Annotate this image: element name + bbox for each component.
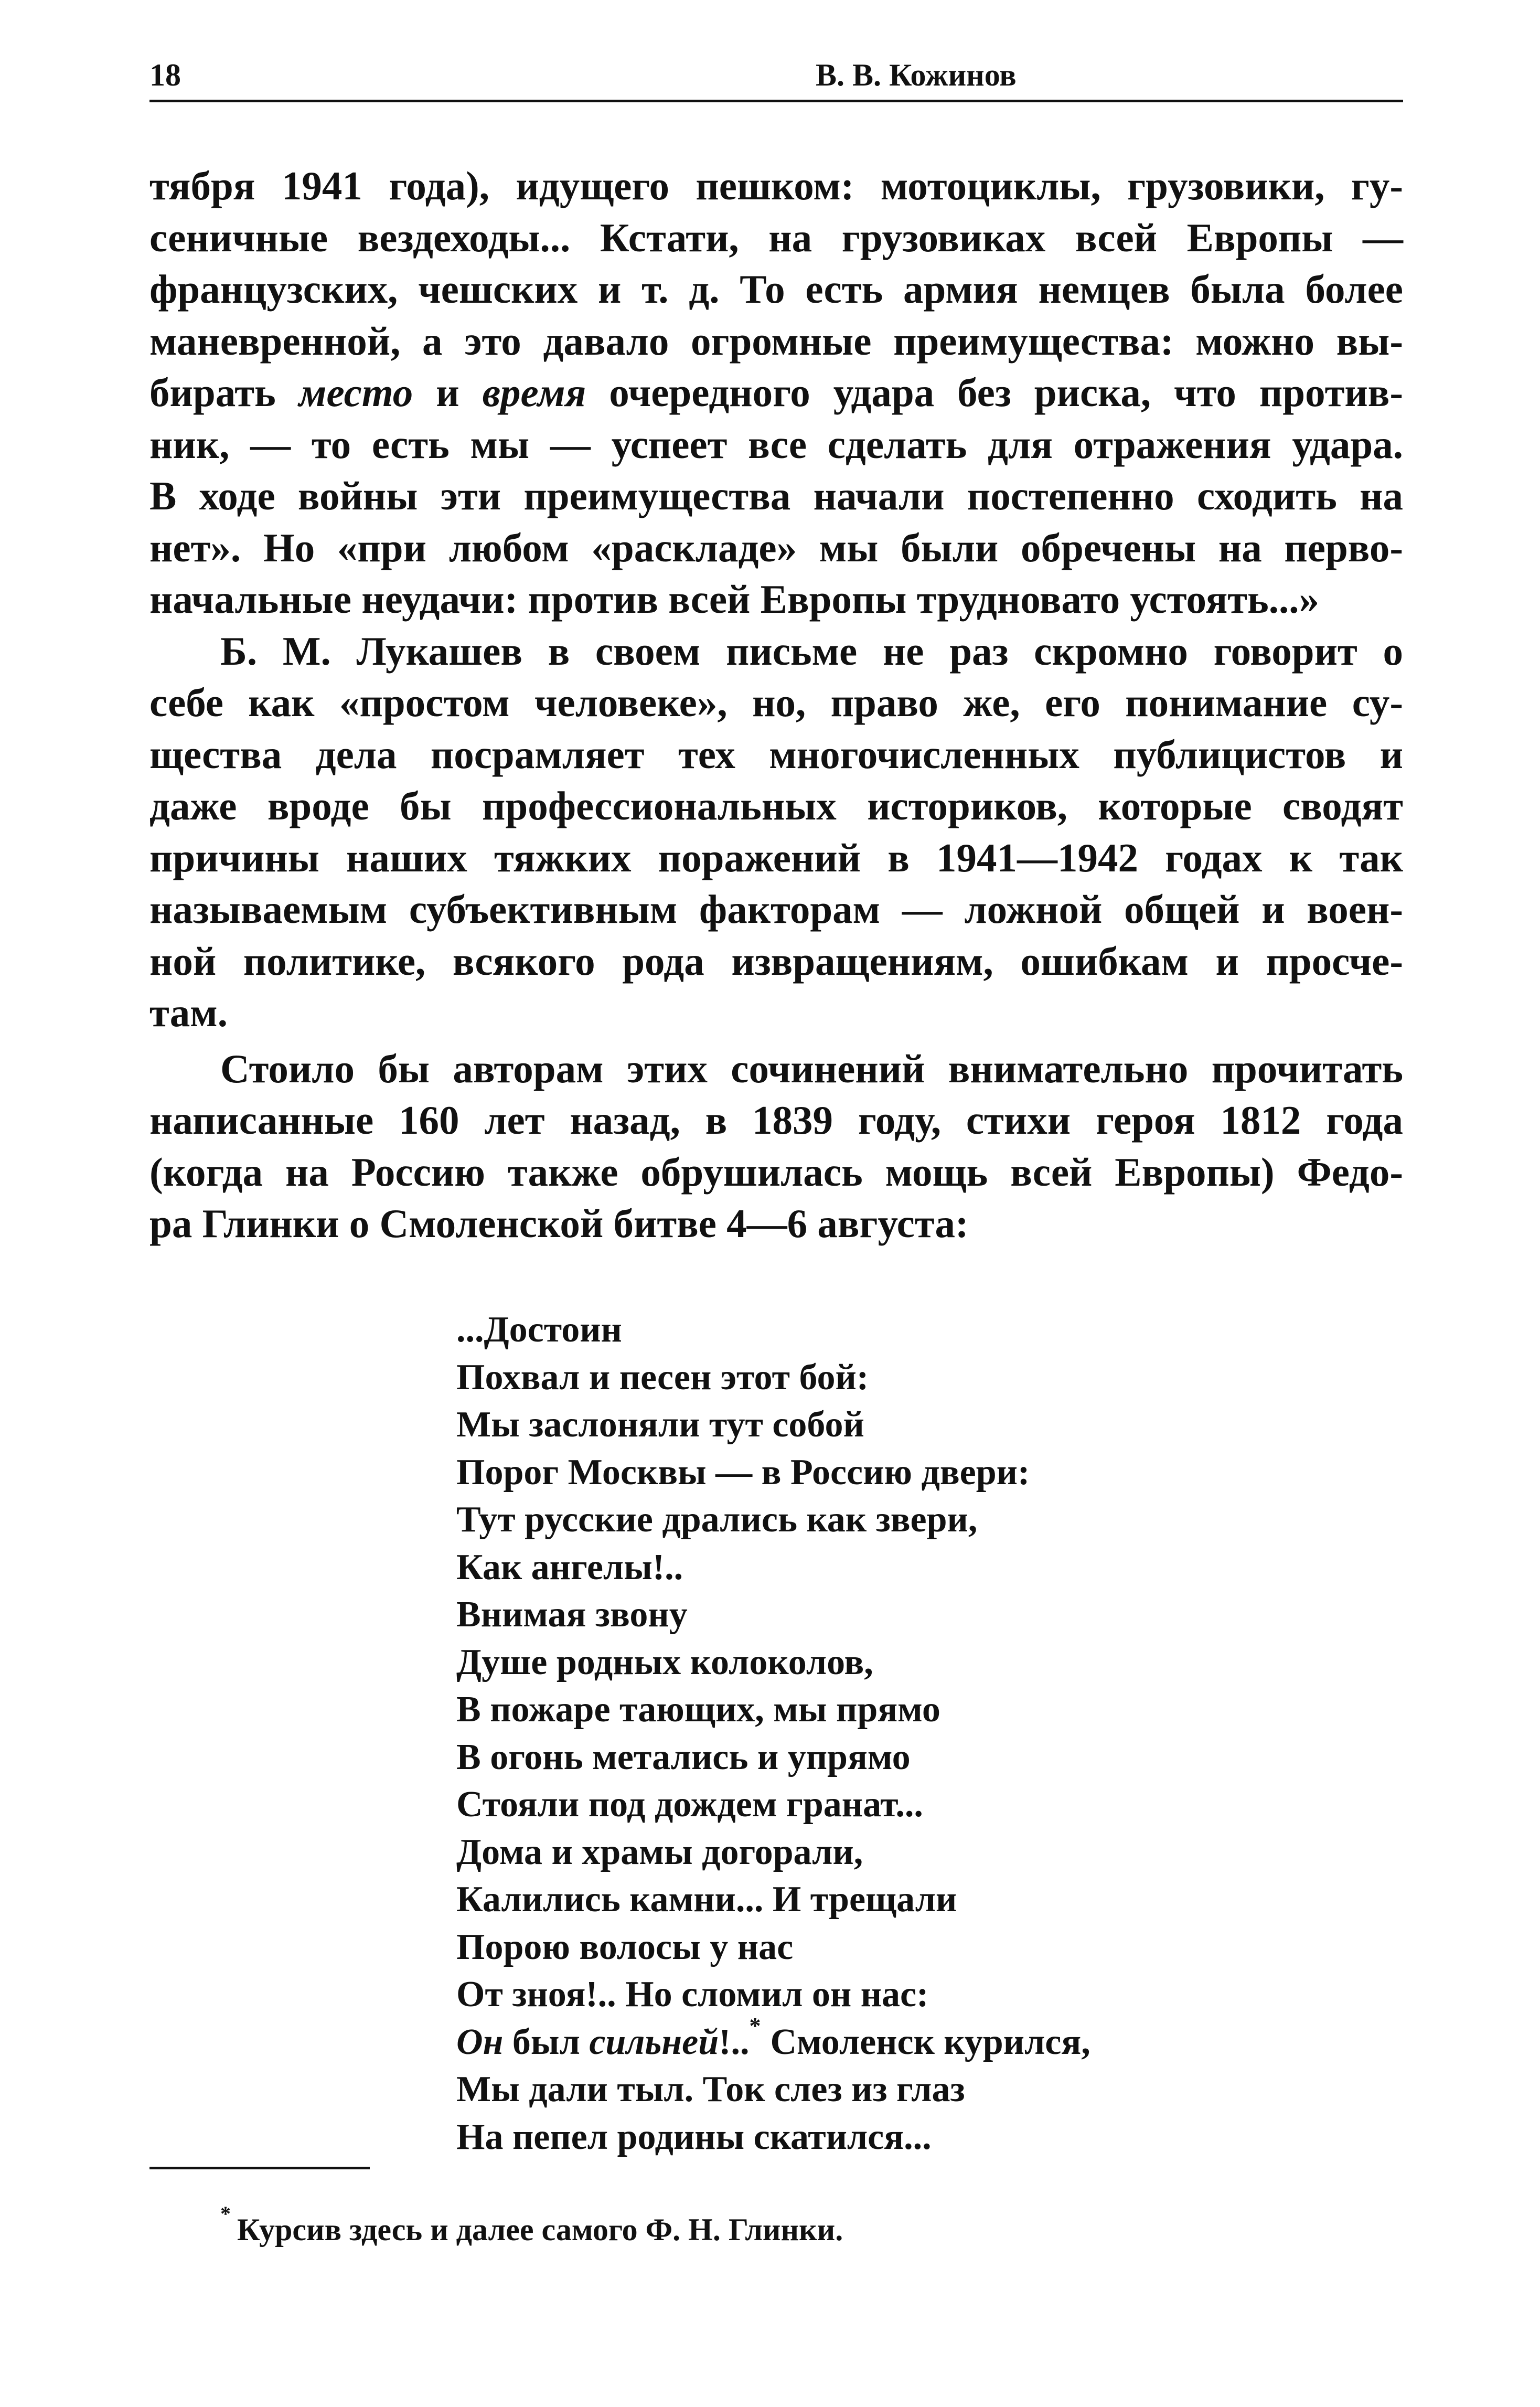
text-line: начальные неудачи: против всей Европы трудновато устоять...» (149, 577, 1320, 622)
poem-line: В пожаре тающих, мы прямо (456, 1689, 940, 1730)
italic-word-on: Он (456, 2021, 504, 2062)
footnote (220, 2202, 1164, 2251)
poem-line: ...Достоин (456, 1309, 622, 1350)
text-line-with-italics (149, 367, 1403, 419)
poem-line: В огонь метались и упрямо (456, 1737, 911, 1777)
footnote-rule (149, 2167, 370, 2169)
poem-line: Стояли под дождем гранат... (456, 1784, 923, 1825)
text-line: написанные 160 лет назад, в 1839 году, стихи героя 1812 года (149, 1098, 1403, 1143)
main-text (149, 160, 1403, 1250)
poem-line: Мы заслоняли тут собой (456, 1404, 864, 1445)
text-line: тября 1941 года), идущего пешком: мотоциклы, грузовики, гу- (149, 163, 1403, 208)
header-rule (149, 100, 1403, 102)
poem-line: На пепел родины скатился... (456, 2116, 932, 2157)
footnote-marker: * (749, 2012, 761, 2039)
text-line: Стоило бы авторам этих сочинений внимательно прочитать (220, 1046, 1403, 1091)
text-line: маневренной, а это давало огромные преимущества: можно вы- (149, 318, 1403, 364)
text-line: нет». Но «при любом «раскладе» мы были обречены на перво- (149, 525, 1403, 570)
text-segment: и (413, 370, 483, 415)
poem-quote (456, 1306, 1191, 2161)
paragraph-gap (149, 1039, 1403, 1043)
footnote-text: Курсив здесь и далее самого Ф. Н. Глинки. (237, 2212, 843, 2247)
text-line: ной политике, всякого рода извращениям, ошибкам и просче- (149, 938, 1403, 984)
text-line: даже вроде бы профессиональных историков, которые сводят (149, 783, 1403, 828)
text-segment: очередного удара без риска, что против- (586, 370, 1403, 415)
poem-line: Тут русские дрались как звери, (456, 1499, 978, 1540)
running-title: В. В. Кожинов (816, 58, 1017, 92)
poem-line: Калились камни... И трещали (456, 1879, 957, 1920)
text-line: французских, чешских и т. д. То есть армия немцев была более (149, 267, 1403, 312)
poem-line: Как ангелы!.. (456, 1547, 683, 1588)
italic-word-vremya: время (482, 370, 586, 415)
page-number: 18 (149, 58, 181, 92)
poem-line: Дома и храмы догорали, (456, 1831, 863, 1872)
poem-line: От зноя!.. Но сломил он нас: (456, 1974, 929, 2015)
poem-line: Похвал и песен этот бой: (456, 1357, 869, 1398)
running-head (149, 50, 1403, 100)
text-line: Б. М. Лукашев в своем письме не раз скромно говорит о (220, 628, 1403, 674)
text-line: В ходе войны эти преимущества начали постепенно сходить на (149, 473, 1403, 518)
poem-line: Порог Москвы — в Россию двери: (456, 1452, 1030, 1493)
text-line: там. (149, 990, 228, 1035)
italic-word-silney: сильней (589, 2021, 719, 2062)
text-line: ник, — то есть мы — успеет все сделать для отражения удара. (149, 421, 1403, 467)
text-line: щества дела посрамляет тех многочисленных публицистов и (149, 731, 1403, 777)
text-line: ра Глинки о Смоленской битве 4—6 августа: (149, 1201, 969, 1246)
poem-line: Порою волосы у нас (456, 1926, 794, 1967)
text-segment: Смоленск курился, (770, 2021, 1090, 2062)
poem-line: Мы дали тыл. Ток слез из глаз (456, 2069, 965, 2110)
text-line: (когда на Россию также обрушилась мощь всей Европы) Федо- (149, 1149, 1403, 1195)
text-segment: бирать (149, 370, 299, 415)
text-segment: был (503, 2021, 590, 2062)
text-segment: !.. (719, 2021, 750, 2062)
poem-line-with-italics (456, 2012, 1191, 2067)
text-line: называемым субъективным факторам — ложной общей и воен- (149, 887, 1403, 932)
text-line: себе как «простом человеке», но, право же, его понимание су- (149, 680, 1403, 725)
italic-word-mesto: место (298, 370, 413, 415)
poem-line: Душе родных колоколов, (456, 1642, 873, 1682)
poem-line: Внимая звону (456, 1594, 688, 1635)
text-line: причины наших тяжких поражений в 1941—1942 годах к так (149, 835, 1403, 880)
footnote-marker: * (220, 2202, 231, 2225)
text-line: сеничные вездеходы... Кстати, на грузовиках всей Европы — (149, 215, 1403, 260)
